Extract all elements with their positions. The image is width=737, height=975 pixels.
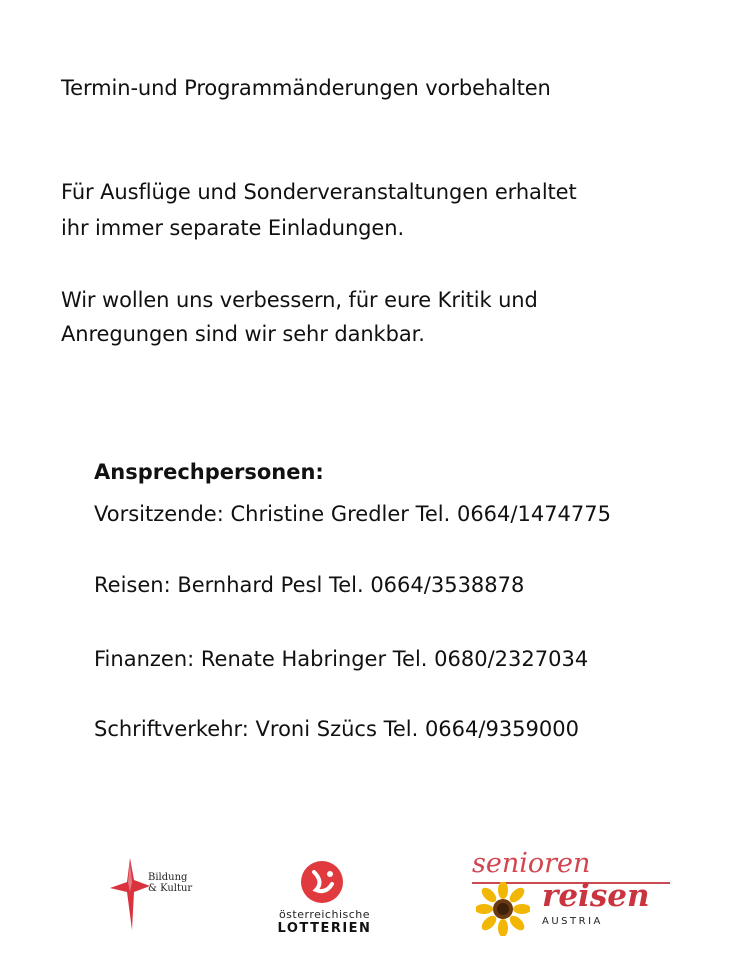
lotterien-bottom-text: LOTTERIEN (277, 921, 372, 936)
contact-chair: Vorsitzende: Christine Gredler Tel. 0664/1474775 (94, 502, 612, 526)
contacts-heading: Ansprechpersonen: (94, 460, 324, 484)
paragraph-excursions-line-1: Für Ausflüge und Sonderveranstaltungen erhaltet (61, 180, 577, 204)
contact-correspondence: Schriftverkehr: Vroni Szücs Tel. 0664/9359000 (94, 717, 579, 741)
paragraph-excursions-line-2: ihr immer separate Einladungen. (61, 216, 405, 240)
bildung-line-1: Bildung (148, 872, 188, 883)
reisen-word: reisen (542, 878, 650, 914)
paragraph-feedback-line-2: Anregungen sind wir sehr dankbar. (61, 322, 425, 346)
bildung-kultur-text (148, 872, 192, 894)
lotterien-circle-icon (300, 860, 344, 904)
austria-word: AUSTRIA (542, 916, 603, 927)
lotterien-logo (252, 860, 397, 940)
bildung-kultur-logo (110, 858, 200, 930)
paragraph-feedback-line-1: Wir wollen uns verbessern, für eure Kritik und (61, 288, 538, 312)
notice-line: Termin-und Programmänderungen vorbehalten (61, 76, 551, 100)
contact-finance: Finanzen: Renate Habringer Tel. 0680/2327034 (94, 647, 589, 671)
bildung-line-2: & Kultur (148, 883, 193, 894)
sunflower-icon (476, 882, 530, 936)
senioren-word: senioren (472, 848, 591, 879)
contact-travel: Reisen: Bernhard Pesl Tel. 0664/3538878 (94, 573, 525, 597)
cross-arrow-icon (110, 858, 150, 930)
lotterien-top-text: österreichische (278, 908, 371, 921)
senioren-reisen-logo (468, 848, 678, 938)
